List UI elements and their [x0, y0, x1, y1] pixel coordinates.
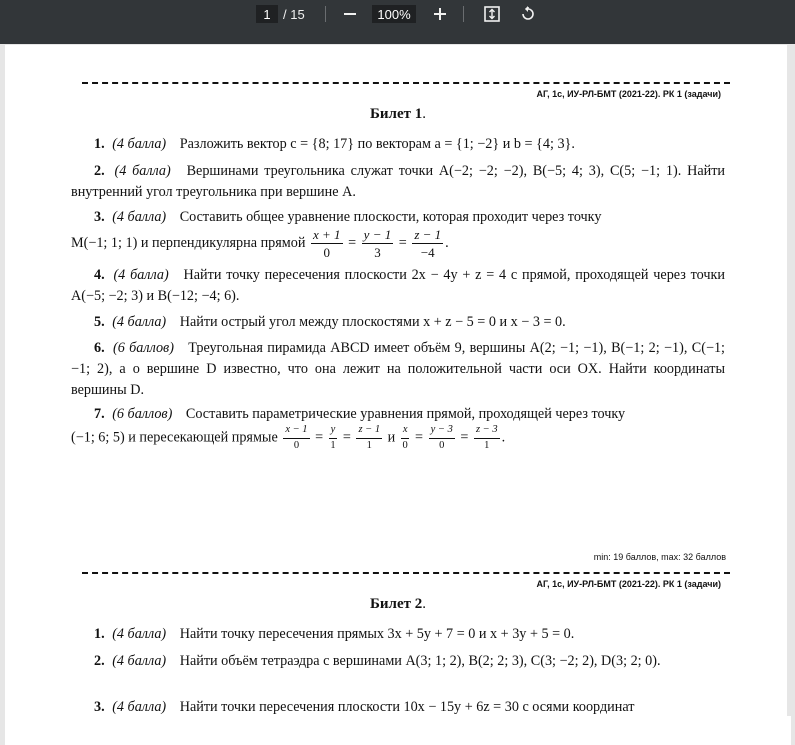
ticket-separator — [82, 82, 730, 84]
zoom-out-button[interactable] — [340, 4, 360, 24]
pdf-page — [5, 45, 791, 745]
problem-2: 2. (4 балла) Найти объём тетраэдра с вершинами A(3; 1; 2), B(2; 2; 3), C(3; −2; 2), D(3; 2; 0). — [94, 653, 661, 669]
fraction: $\frac{x + 1}{0}$ — [313, 227, 341, 260]
ticket-title: Билет 1. — [369, 106, 426, 122]
problem-3: 3. (4 балла) Найти точки пересечения плоскости 10x − 15y + 6z = 30 с осями координат — [94, 699, 635, 715]
fit-page-icon — [483, 5, 501, 23]
fit-page-button[interactable] — [482, 4, 502, 24]
rotate-icon — [519, 5, 537, 23]
page-header: АГ, 1с, ИУ-РЛ-БМТ (2021-22). РК 1 (задачи) — [536, 579, 721, 589]
ticket-separator — [82, 572, 730, 574]
rotate-button[interactable] — [518, 4, 538, 24]
page-header: АГ, 1с, ИУ-РЛ-БМТ (2021-22). РК 1 (задачи) — [536, 89, 721, 99]
fraction: $\frac{x - 1}{0}$ — [285, 424, 308, 451]
fraction: $\frac{y - 3}{0}$ — [430, 424, 453, 451]
zoom-in-button[interactable] — [430, 4, 450, 24]
problem-6: 6. (6 баллов) Треугольная пирамида ABCD имеет объём 9, вершины A(2; −1; −1), B(−1; 2; −1), C(−1; −1; 2), а о вершине D известно, что она лежит на положительной части оси OX. Найти координаты вершины D. — [71, 340, 725, 398]
pdf-toolbar — [0, 0, 795, 44]
zoom-level-input[interactable]: 100% — [372, 5, 416, 23]
problem-4: 4. (4 балла) Найти точку пересечения плоскости 2x − 4y + z = 4 с прямой, проходящей через точки A(−5; −2; 3) и B(−12; −4; 6). — [71, 267, 726, 304]
problem-1: 1. (4 балла) Разложить вектор c = {8; 17} по векторам a = {1; −2} и b = {4; 3}. — [94, 136, 575, 152]
problem-3: 3. (4 балла) Составить общее уравнение плоскости, которая проходит через точку M(−1; 1; 1) и перпендикулярна прямой $\frac{x + 1}{0}$ = $\frac{y - 1}{3}$ = $\frac{z - 1}{-4}$ . — [71, 209, 602, 260]
scrollbar[interactable] — [787, 44, 795, 716]
problem-7: 7. (6 баллов) Составить параметрические уравнения прямой, проходящей через точку (−1; 6; 5) и пересекающей прямые $\frac{x - 1}{0}$ = $\frac{y}{1}$ = $\frac{z - 1}{1}$ и $\frac{x}{0}$ = $\frac{y - 3}{0}$ = $\frac{z - 3}{1}$ . — [71, 406, 626, 451]
page-number-input[interactable]: 1 — [256, 5, 278, 23]
toolbar-divider — [325, 6, 326, 22]
minus-icon — [343, 7, 357, 21]
fraction: $\frac{z - 1}{1}$ — [358, 424, 381, 451]
fraction: $\frac{y - 1}{3}$ — [363, 227, 392, 260]
fraction: $\frac{z - 3}{1}$ — [475, 424, 498, 451]
plus-icon — [433, 7, 447, 21]
fraction: $\frac{z - 1}{-4}$ — [414, 227, 442, 260]
ticket-title: Билет 2. — [369, 596, 426, 612]
toolbar-divider — [463, 6, 464, 22]
score-range: min: 19 баллов, max: 32 баллов — [593, 552, 726, 562]
problem-1: 1. (4 балла) Найти точку пересечения прямых 3x + 5y + 7 = 0 и x + 3y + 5 = 0. — [94, 626, 575, 642]
page-total: / 15 — [283, 6, 305, 22]
problem-2: 2. (4 балла) Вершинами треугольника служат точки A(−2; −2; −2), B(−5; 4; 3), C(5; −1; 1). Найти внутренний угол треугольника при вершине A. — [71, 163, 726, 200]
problem-5: 5. (4 балла) Найти острый угол между плоскостями x + z − 5 = 0 и x − 3 = 0. — [94, 314, 566, 330]
fraction: $\frac{x}{0}$ — [402, 424, 408, 451]
fraction: $\frac{y}{1}$ — [330, 424, 336, 451]
